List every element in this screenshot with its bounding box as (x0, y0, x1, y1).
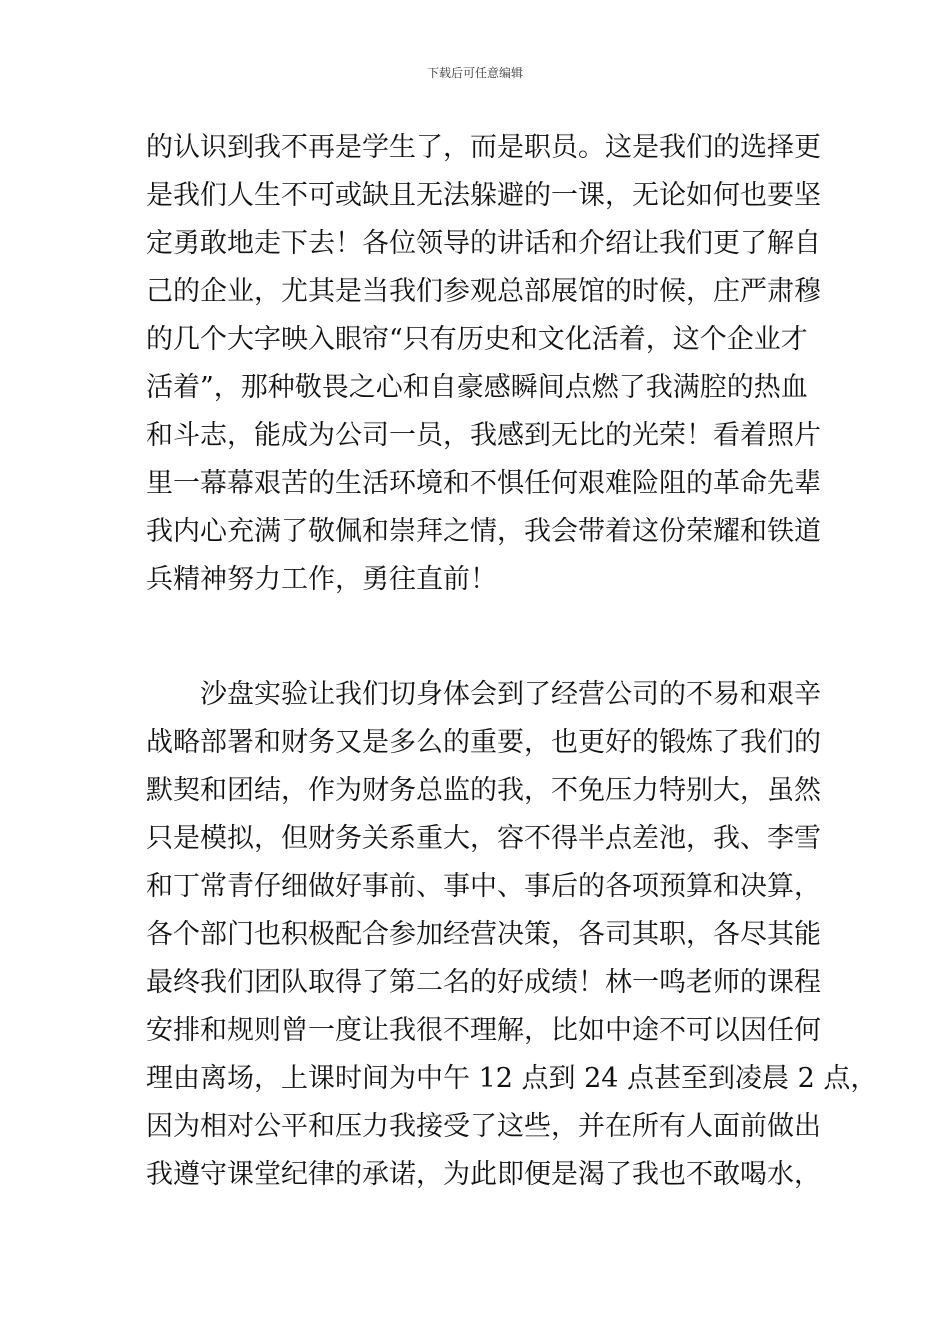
text-line: 活着”，那种敬畏之心和自豪感瞬间点燃了我满腔的热血 (146, 372, 808, 403)
text-line: 只是模拟，但财务关系重大，容不得半点差池，我、李雪 (146, 823, 821, 854)
text-line: 我内心充满了敬佩和崇拜之情，我会带着这份荣耀和铁道 (146, 516, 821, 547)
text-line: 安排和规则曾一度让我很不理解，比如中途不可以因任何 (146, 1015, 821, 1046)
text-line: 理由离场，上课时间为中午 12 点到 24 点甚至到凌晨 2 点， (146, 1063, 878, 1094)
text-line: 最终我们团队取得了第二名的好成绩！林一鸣老师的课程 (146, 967, 821, 998)
text-line: 是我们人生不可或缺且无法躲避的一课，无论如何也要坚 (146, 180, 821, 211)
text-line: 里一幕幕艰苦的生活环境和不惧任何艰难险阻的革命先辈 (146, 468, 821, 499)
text-line: 己的企业，尤其是当我们参观总部展馆的时候，庄严肃穆 (146, 276, 821, 307)
text-line: 定勇敢地走下去！各位领导的讲话和介绍让我们更了解自 (146, 228, 821, 259)
text-line: 战略部署和财务又是多么的重要，也更好的锻炼了我们的 (146, 727, 821, 758)
text-line: 兵精神努力工作，勇往直前！ (146, 564, 497, 595)
text-line: 的几个大字映入眼帘“只有历史和文化活着，这个企业才 (146, 324, 808, 355)
text-line: 和丁常青仔细做好事前、事中、事后的各项预算和决算， (146, 871, 821, 902)
text-line: 各个部门也积极配合参加经营决策，各司其职，各尽其能 (146, 919, 821, 950)
text-line: 和斗志，能成为公司一员，我感到无比的光荣！看着照片 (146, 420, 821, 451)
text-line: 沙盘实验让我们切身体会到了经营公司的不易和艰辛 (146, 679, 821, 710)
paragraph-2 (146, 671, 878, 1199)
text-line: 我遵守课堂纪律的承诺，为此即便是渴了我也不敢喝水， (146, 1159, 821, 1190)
text-line: 默契和团结，作为财务总监的我，不免压力特别大，虽然 (146, 775, 821, 806)
paragraph-1 (146, 124, 821, 604)
text-line: 的认识到我不再是学生了，而是职员。这是我们的选择更 (146, 132, 821, 163)
page-header: 下载后可任意编辑 (426, 66, 523, 80)
text-line: 因为相对公平和压力我接受了这些，并在所有人面前做出 (146, 1111, 821, 1142)
